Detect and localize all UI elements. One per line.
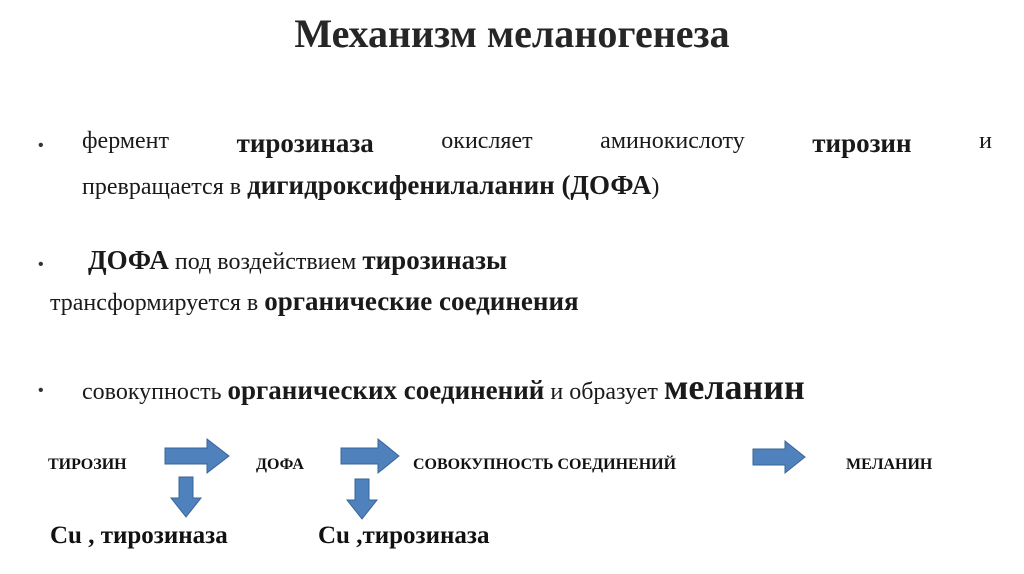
bullet-1-word: фермент xyxy=(82,128,170,154)
bullet-3-line xyxy=(82,366,805,408)
bullet-1-line-2-suffix: ) xyxy=(651,174,660,200)
bullet-marker: • xyxy=(38,256,44,273)
bullet-2-line-2-prefix: трансформируется в xyxy=(50,290,259,316)
bullet-1-bold-tyrosine: тирозин xyxy=(812,128,912,158)
down-arrow-icon xyxy=(346,478,378,520)
bullet-1-word: и xyxy=(979,128,992,154)
bullet-1-line-2-prefix: превращается в xyxy=(82,174,242,200)
page-title: Механизм меланогенеза xyxy=(294,11,730,56)
right-arrow-icon xyxy=(164,438,230,474)
bullet-1-bold-tyrosinase: тирозиназа xyxy=(236,128,374,158)
chain-step-dopa: ДОФА xyxy=(256,456,304,473)
chain-step-melanin: МЕЛАНИН xyxy=(846,456,933,473)
down-arrow-icon xyxy=(170,476,202,518)
bullet-1-line-1 xyxy=(82,128,992,159)
bullet-2-bold-dopa: ДОФА xyxy=(88,245,169,275)
bullet-2-line-1 xyxy=(88,245,507,276)
bullet-1-line-2 xyxy=(82,170,659,201)
bullet-3-bold-organic: органических соединений xyxy=(227,375,545,405)
bullet-2-line-2 xyxy=(50,286,579,317)
chain-step-compounds: СОВОКУПНОСТЬ СОЕДИНЕНИЙ xyxy=(413,456,677,473)
bullet-1-bold-dopa: дигидроксифенилаланин (ДОФА xyxy=(247,170,652,200)
bullet-2-text: под воздействием xyxy=(174,249,357,275)
bullet-3-text: совокупность xyxy=(82,379,222,405)
bullet-marker: • xyxy=(38,137,44,154)
chain-step-tyrosine: ТИРОЗИН xyxy=(48,456,127,473)
catalyst-label-1: Cu , тирозиназа xyxy=(50,522,228,549)
catalyst-label-2: Cu ,тирозиназа xyxy=(318,522,490,549)
bullet-1-word: аминокислоту xyxy=(600,128,745,154)
bullet-marker: • xyxy=(38,382,44,399)
bullet-3-text: и образует xyxy=(550,379,658,405)
bullet-1-word: окисляет xyxy=(441,128,533,154)
bullet-2-bold-organic: органические соединения xyxy=(264,286,579,316)
bullet-3-bold-melanin: меланин xyxy=(663,367,805,407)
right-arrow-icon xyxy=(340,438,400,474)
right-arrow-icon xyxy=(752,440,806,474)
bullet-2-bold-tyrosinase: тирозиназы xyxy=(362,245,508,275)
